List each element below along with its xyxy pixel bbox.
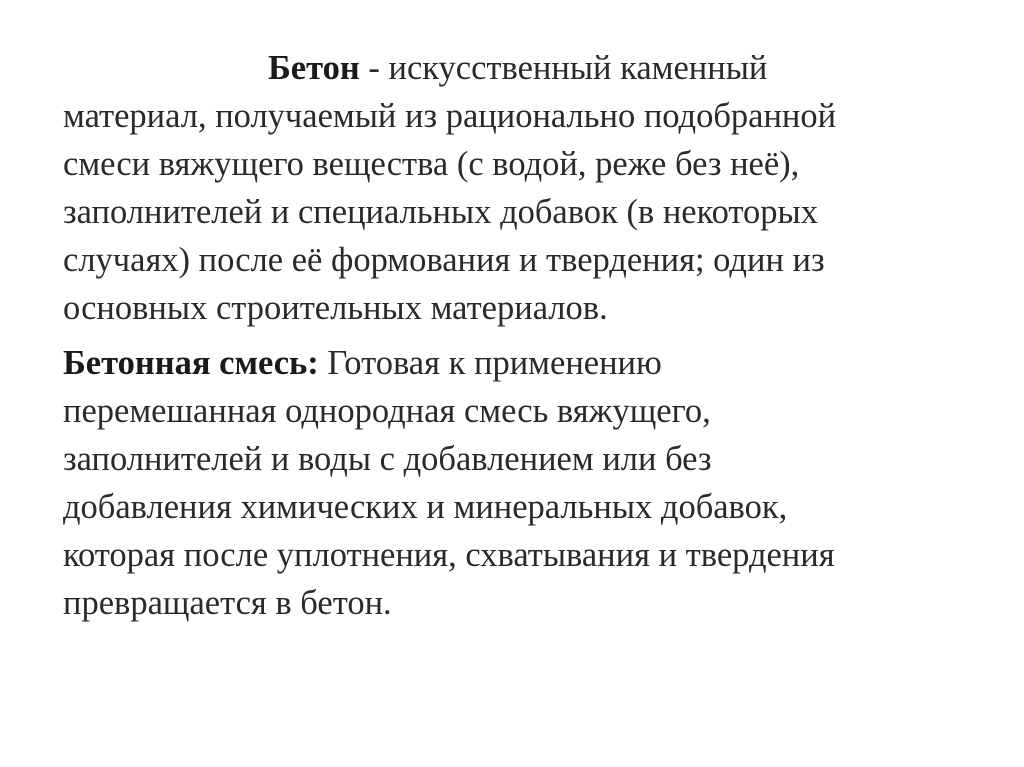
definition-concrete bbox=[63, 44, 993, 332]
definition-line: Бетонная смесь: Готовая к применению bbox=[63, 344, 662, 382]
definition-line: добавления химических и минеральных добавок, bbox=[63, 488, 788, 526]
definition-line: Бетон - искусственный каменный bbox=[268, 49, 768, 87]
definition-line: которая после уплотнения, схватывания и твердения bbox=[63, 536, 835, 574]
definition-line: случаях) после её формования и твердения; один из bbox=[63, 241, 825, 279]
definition-line: материал, получаемый из рационально подобранной bbox=[63, 97, 837, 135]
definition-line: превращается в бетон. bbox=[63, 584, 392, 622]
slide-text bbox=[63, 44, 993, 627]
definition-line: заполнителей и специальных добавок (в некоторых bbox=[63, 193, 818, 231]
definition-line: смеси вяжущего вещества (с водой, реже без неё), bbox=[63, 145, 800, 183]
term-concrete-mix: Бетонная смесь: bbox=[63, 344, 319, 382]
term-concrete: Бетон bbox=[268, 49, 360, 87]
definition-line: основных строительных материалов. bbox=[63, 289, 608, 327]
definition-line: заполнителей и воды с добавлением или без bbox=[63, 440, 712, 478]
paragraph-spacer bbox=[63, 332, 993, 339]
definition-concrete-mix bbox=[63, 339, 993, 627]
definition-line: перемешанная однородная смесь вяжущего, bbox=[63, 392, 711, 430]
